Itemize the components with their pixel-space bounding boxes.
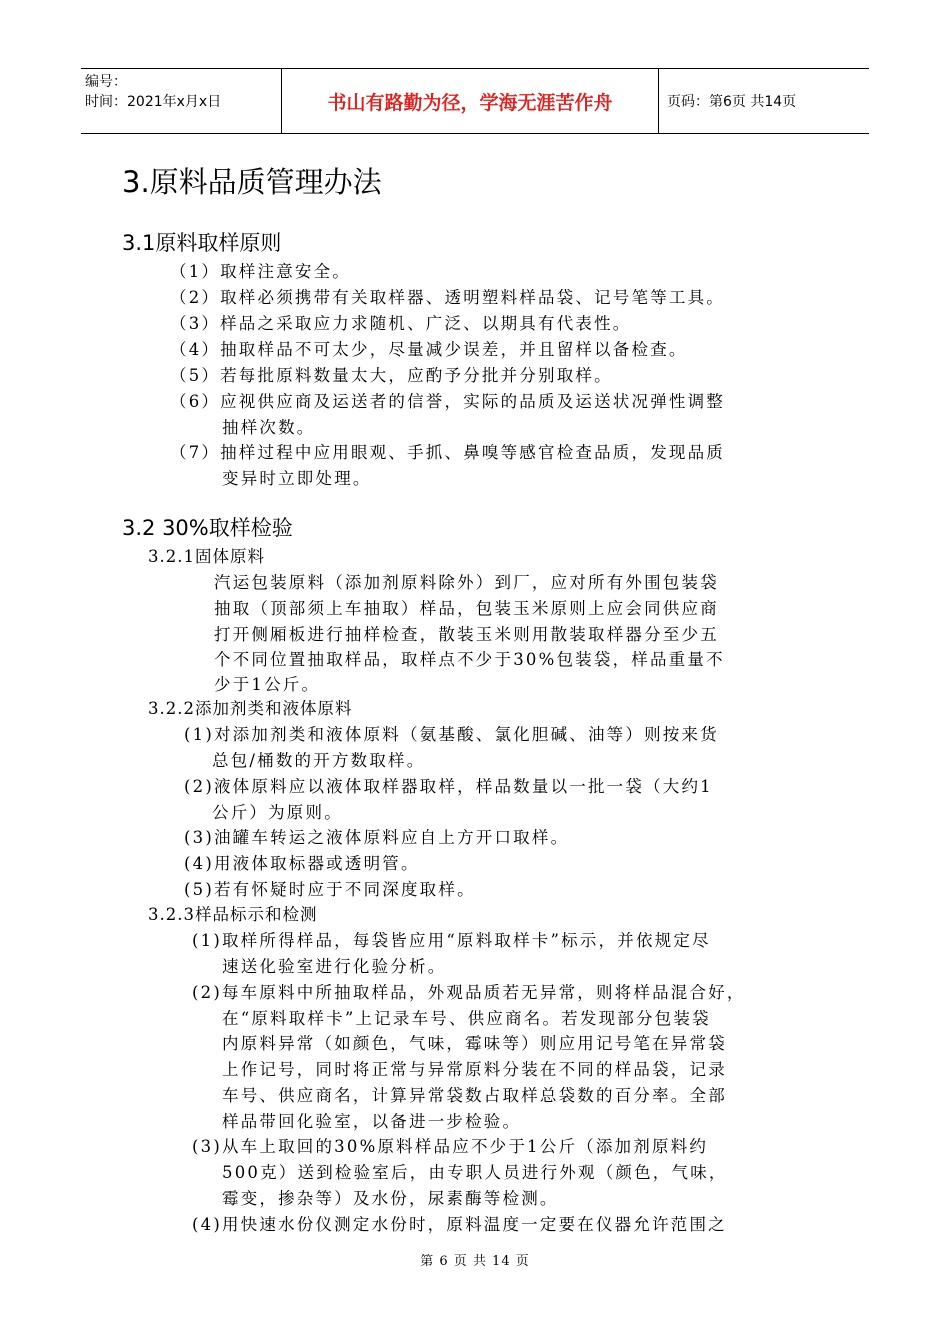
list-item: （1）取样注意安全。 [170,262,351,281]
date-line: 时间：2021年x月x日 [85,94,222,110]
page-header-table [81,68,869,134]
list-item-continuation: 上作记号，同时将正常与异常原料分装在不同的样品袋，记录 [222,1060,727,1079]
list-item-continuation: 抽样次数。 [222,418,316,437]
list-item-continuation: 500克）送到检验室后，由专职人员进行外观（颜色，气味， [222,1163,728,1182]
list-item: （3）样品之采取应力求随机、广泛、以期具有代表性。 [170,314,632,333]
subsection-title: 3.2.2添加剂类和液体原料 [148,699,353,718]
subsection-title: 3.2.3样品标示和检测 [148,905,318,924]
list-item-continuation: 速送化验室进行化验分析。 [222,957,447,976]
paragraph-line: 抽取（顶部须上车抽取）样品，包装玉米原则上应会同供应商 [214,599,719,618]
list-item-continuation: 内原料异常（如颜色，气味，霉味等）则应用记号笔在异常袋 [222,1034,727,1053]
list-item: (1)对添加剂类和液体原料（氨基酸、氯化胆碱、油等）则按来货 [184,725,719,744]
section-3-1-heading: 3.1原料取样原则 [122,231,282,255]
list-item: （2）取样必须携带有关取样器、透明塑料样品袋、记号笔等工具。 [170,288,725,307]
list-item: (5)若有怀疑时应于不同深度取样。 [184,880,476,899]
list-item-continuation: 车号、供应商名，计算异常袋数占取样总袋数的百分率。全部 [222,1086,727,1105]
list-item-continuation: 样品带回化验室，以备进一步检验。 [222,1112,522,1131]
list-item: (2)液体原料应以液体取样器取样，样品数量以一批一袋（大约1 [184,777,713,796]
list-item-continuation: 公斤）为原则。 [212,803,343,822]
list-item: (1)取样所得样品，每袋皆应用“原料取样卡”标示，并依规定尽 [192,931,711,950]
list-item-continuation: 霉变，掺杂等）及水份，尿素酶等检测。 [222,1189,559,1208]
list-item-continuation: 总包/桶数的开方数取样。 [212,751,426,770]
paragraph-line: 打开侧厢板进行抽样检查，散装玉米则用散装取样器分至少五 [214,625,719,644]
section-3-2-heading: 3.2 30%取样检验 [122,516,293,540]
list-item-continuation: 在“原料取样卡”上记录车号、供应商名。若发现部分包装袋 [222,1009,711,1028]
list-item: (3)油罐车转运之液体原料应自上方开口取样。 [184,828,570,847]
header-motto: 书山有路勤为径，学海无涯苦作舟 [282,69,659,133]
page-footer: 第 6 页 共 14 页 [420,1254,530,1269]
list-item: (4)用快速水份仪测定水份时，原料温度一定要在仪器允许范围之 [192,1215,727,1234]
list-item: (4)用液体取标器或透明管。 [184,854,420,873]
list-item-continuation: 变异时立即处理。 [222,469,372,488]
list-item: （4）抽取样品不可太少，尽量减少误差，并且留样以备检查。 [170,340,688,359]
paragraph-line: 少于1公斤。 [214,675,321,694]
list-item: (2)每车原料中所抽取样品，外观品质若无异常，则将样品混合好， [192,983,746,1002]
paragraph-line: 汽运包装原料（添加剂原料除外）到厂，应对所有外围包装袋 [214,573,719,592]
subsection-title: 3.2.1固体原料 [148,547,265,566]
list-item: (3)从车上取回的30%原料样品应不少于1公斤（添加剂原料约 [192,1137,709,1156]
number-label: 编号： [85,74,127,90]
page-title: 3.原料品质管理办法 [122,165,382,199]
list-item: （5）若每批原料数量太大，应酌予分批并分别取样。 [170,366,613,385]
paragraph-line: 个不同位置抽取样品，取样点不少于30%包装袋，样品重量不 [214,650,725,669]
header-page-info: 页码：第6页 共14页 [667,94,797,110]
list-item: （7）抽样过程中应用眼观、手抓、鼻嗅等感官检查品质，发现品质 [170,443,725,462]
list-item: （6）应视供应商及运送者的信誉，实际的品质及运送状况弹性调整 [170,392,725,411]
header-meta-cell [81,69,282,133]
